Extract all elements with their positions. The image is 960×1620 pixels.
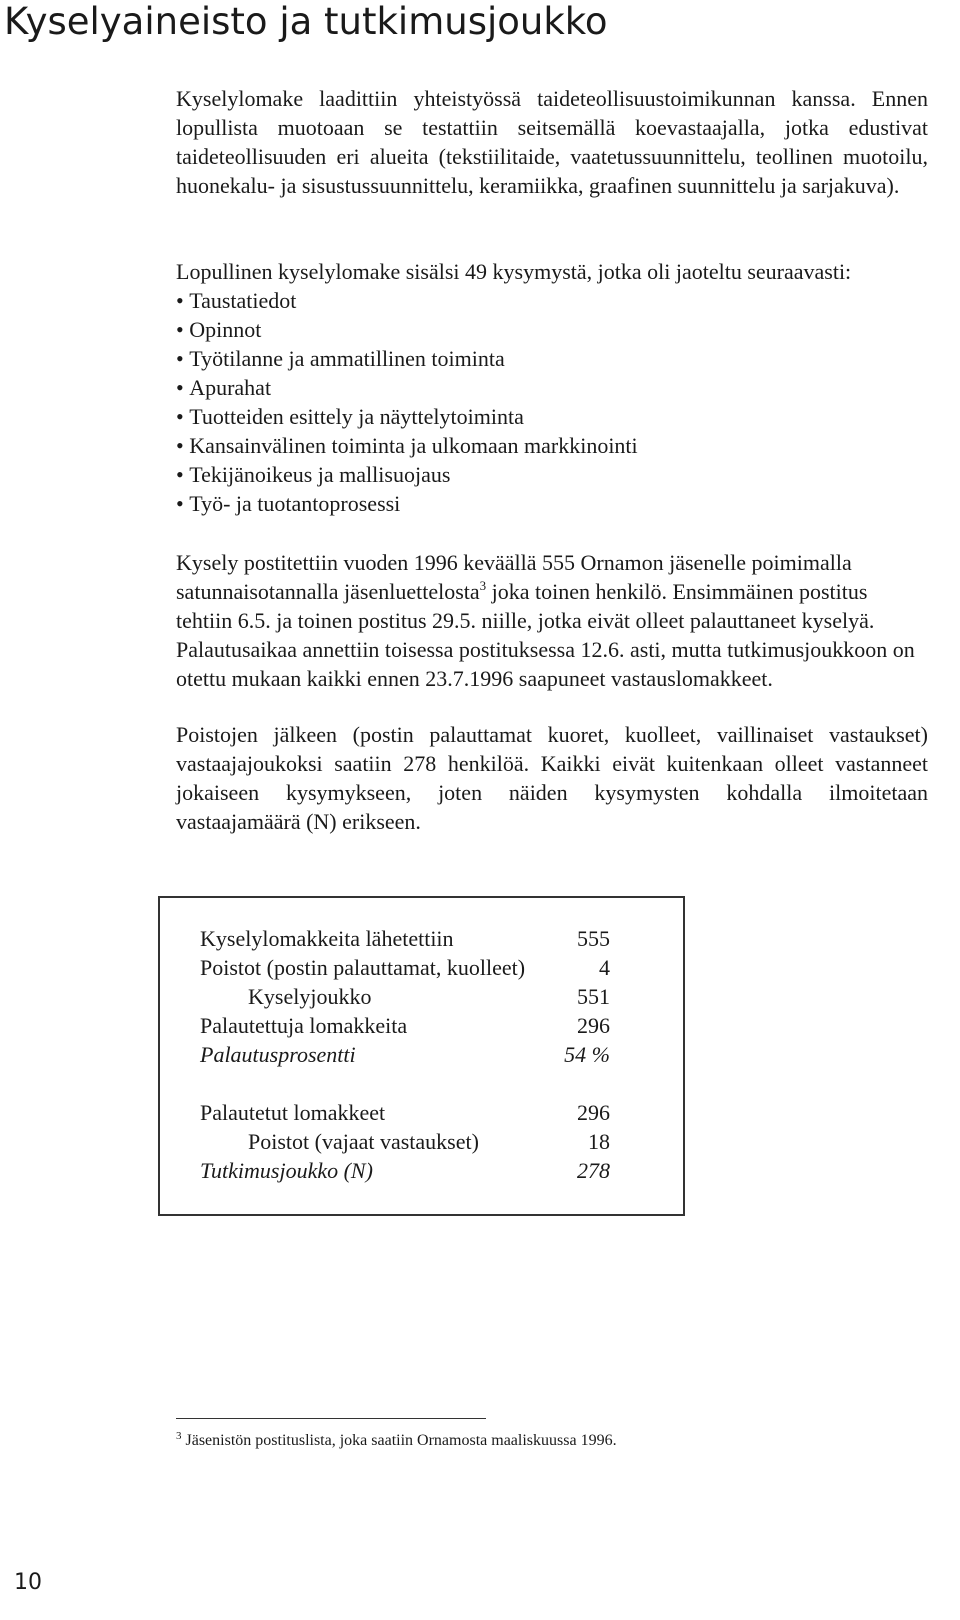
- summary-label: Tutkimusjoukko (N): [200, 1158, 373, 1183]
- summary-label: Poistot (postin palauttamat, kuolleet): [200, 955, 526, 980]
- list-item: • Työtilanne ja ammatillinen toiminta: [176, 344, 638, 373]
- summary-label: Palautusprosentti: [200, 1042, 356, 1067]
- list-item: • Työ- ja tuotantoprosessi: [176, 489, 638, 518]
- paragraph-respondents: Poistojen jälkeen (postin palauttamat kuoret, kuolleet, vaillinaiset vastaukset) vastaajajoukoksi saatiin 278 henkilöä. Kaikki eivät kuitenkaan olleet vastanneet jokaiseen kysymykseen, joten näiden kysymysten kohdalla ilmoitetaan vastaajamäärä (N) erikseen.: [176, 722, 928, 834]
- mailing-text-start: Kysely postitettiin vuoden 1996 keväällä 555 Ornamon jäsenelle poimimalla satunnaisotannalla jäsenluettelosta: [176, 550, 852, 604]
- summary-value: 296: [577, 1013, 610, 1038]
- section-heading: Kyselyaineisto ja tutkimusjoukko: [4, 0, 608, 43]
- summary-row: [200, 982, 610, 1011]
- list-item: • Opinnot: [176, 315, 638, 344]
- list-item: • Apurahat: [176, 373, 638, 402]
- summary-row: [200, 1011, 610, 1040]
- summary-label: Palautettuja lomakkeita: [200, 1013, 408, 1038]
- summary-value: 551: [577, 984, 610, 1009]
- summary-label: Palautetut lomakkeet: [200, 1100, 386, 1125]
- summary-value: 296: [577, 1100, 610, 1125]
- summary-row: [200, 1040, 610, 1069]
- footnote-divider: [176, 1418, 486, 1419]
- summary-value: 278: [577, 1158, 610, 1183]
- summary-row: [200, 924, 610, 953]
- summary-row: [200, 1127, 610, 1156]
- summary-label: Kyselyjoukko: [248, 984, 372, 1009]
- list-item: • Taustatiedot: [176, 286, 638, 315]
- summary-value: 18: [588, 1129, 610, 1154]
- summary-label: Poistot (vajaat vastaukset): [248, 1129, 479, 1154]
- list-item: • Kansainvälinen toiminta ja ulkomaan markkinointi: [176, 431, 638, 460]
- response-summary-box: [158, 896, 685, 1216]
- summary-label: Kyselylomakkeita lähetettiin: [200, 926, 454, 951]
- mailing-text-end: joka toinen henkilö. Ensimmäinen postitus tehtiin 6.5. ja toinen postitus 29.5. niille, jotka eivät olleet palauttaneet kyselyä. Palautusaikaa annettiin toisessa postituksessa 12.6. asti, mutta tutkimusjoukkoon on otettu mukaan kaikki ennen 23.7.1996 saapuneet vastauslomakkeet.: [176, 579, 915, 691]
- summary-row: [200, 953, 610, 982]
- topic-list: [176, 286, 638, 518]
- summary-row: [200, 1098, 610, 1127]
- page-number: 10: [14, 1570, 42, 1595]
- summary-row: [200, 1156, 610, 1185]
- footnote: [176, 1430, 617, 1452]
- footnote-number: 3: [176, 1430, 182, 1442]
- paragraph-questionnaire-contents: Lopullinen kyselylomake sisälsi 49 kysymystä, jotka oli jaoteltu seuraavasti:: [176, 259, 852, 284]
- summary-value: 54 %: [564, 1042, 610, 1067]
- list-item: • Tuotteiden esittely ja näyttelytoiminta: [176, 402, 638, 431]
- paragraph-mailing: [176, 548, 928, 693]
- footnote-reference: 3: [479, 578, 487, 593]
- list-item: • Tekijänoikeus ja mallisuojaus: [176, 460, 638, 489]
- summary-value: 555: [577, 926, 610, 951]
- paragraph-questionnaire-design: Kyselylomake laadittiin yhteistyössä taideteollisuustoimikunnan kanssa. Ennen lopullista muotoaan se testattiin seitsemällä koevastaajalla, jotka edustivat taideteollisuuden eri alueita (tekstiilitaide, vaatetussuunnittelu, teollinen muotoilu, huonekalu- ja sisustussuunnittelu, keramiikka, graafinen suunnittelu ja sarjakuva).: [176, 86, 928, 198]
- footnote-text: Jäsenistön postituslista, joka saatiin Ornamosta maaliskuussa 1996.: [181, 1432, 617, 1449]
- summary-value: 4: [599, 955, 610, 980]
